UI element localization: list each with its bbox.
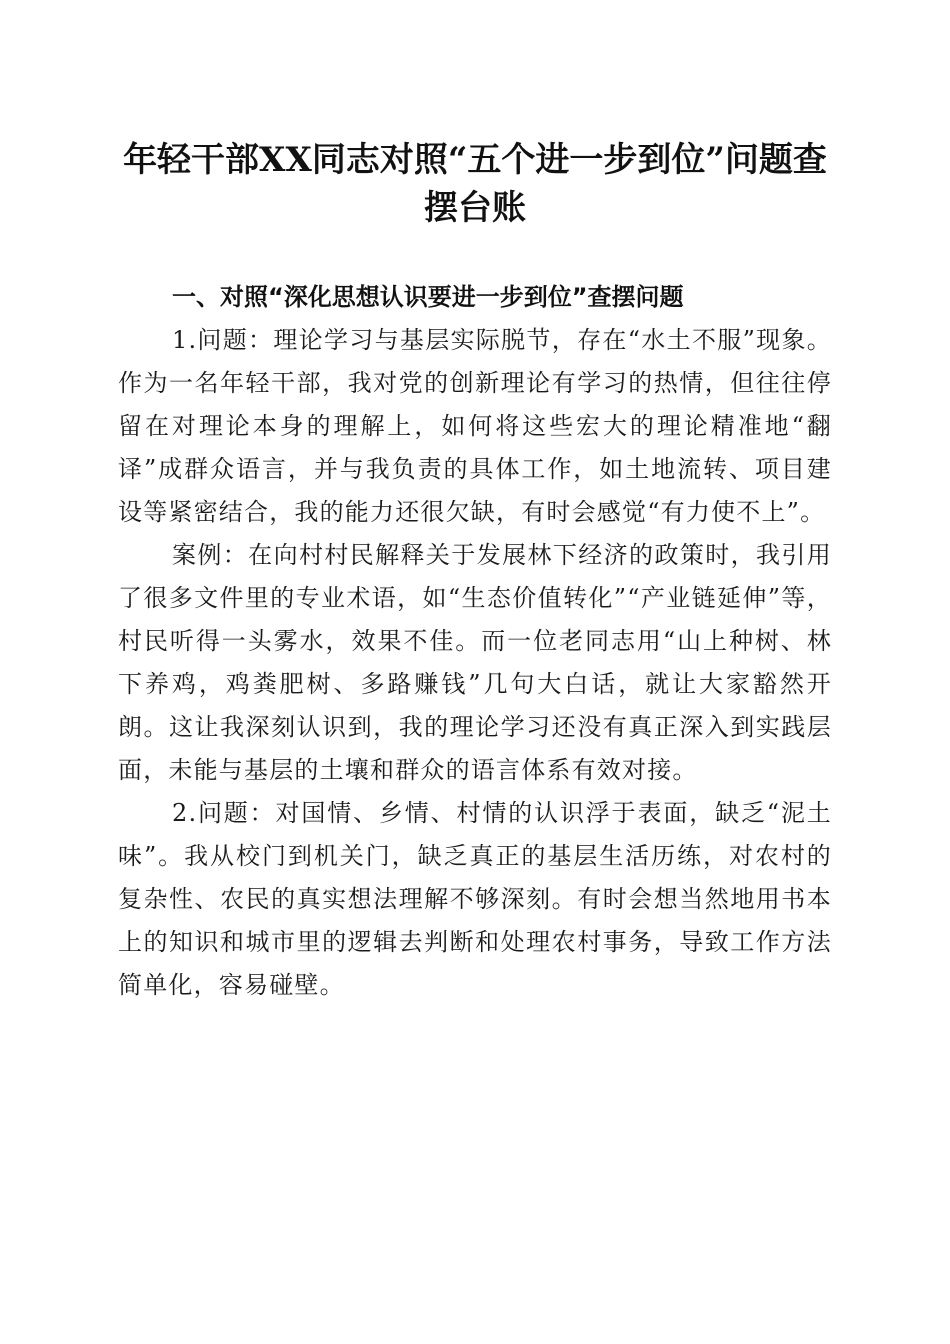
section-heading: 一、对照“深化思想认识要进一步到位”查摆问题 [172, 283, 684, 311]
document-body [118, 276, 832, 1007]
paragraph-case-1: 案例：在向村村民解释关于发展林下经济的政策时，我引用了很多文件里的专业术语，如“生态价值转化”“产业链延伸”等，村民听得一头雾水，效果不佳。而一位老同志用“山上种树、林下养鸡，鸡粪肥树、多路赚钱”几句大白话，就让大家豁然开朗。这让我深刻认识到，我的理论学习还没有真正深入到实践层面，未能与基层的土壤和群众的语言体系有效对接。 [118, 541, 832, 784]
paragraph-problem-1: 1.问题：理论学习与基层实际脱节，存在“水土不服”现象。作为一名年轻干部，我对党的创新理论有学习的热情，但往往停留在对理论本身的理解上，如何将这些宏大的理论精准地“翻译”成群众语言，并与我负责的具体工作，如土地流转、项目建设等紧密结合，我的能力还很欠缺，有时会感觉“有力使不上”。 [118, 326, 832, 526]
document-title: 年轻干部XX同志对照“五个进一步到位”问题查摆台账 [123, 140, 827, 228]
paragraph-problem-2: 2.问题：对国情、乡情、村情的认识浮于表面，缺乏“泥土味”。我从校门到机关门，缺乏真正的基层生活历练，对农村的复杂性、农民的真实想法理解不够深刻。有时会想当然地用书本上的知识和城市里的逻辑去判断和处理农村事务，导致工作方法简单化，容易碰壁。 [118, 799, 832, 999]
